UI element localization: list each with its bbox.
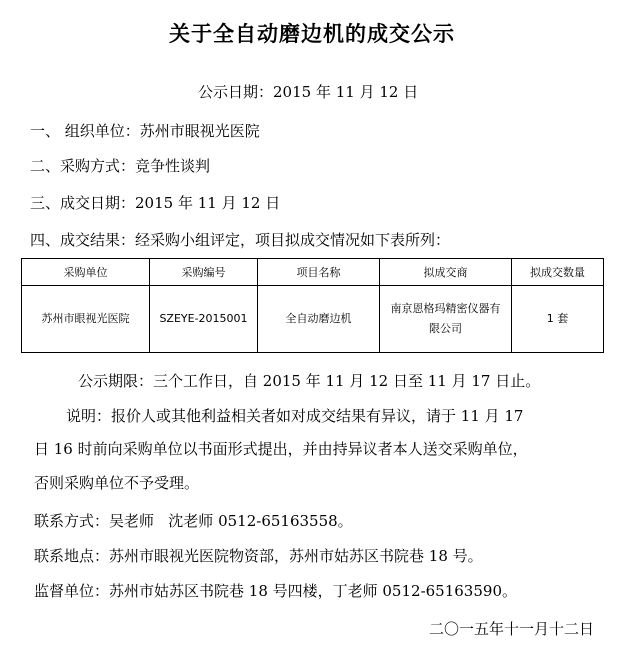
- section-org: 一、 组织单位：苏州市眼视光医院: [30, 122, 260, 140]
- announce-date: 公示日期：2015 年 11 月 12 日: [198, 83, 419, 101]
- note-line-1: 说明：报价人或其他利益相关者如对成交结果有异议，请于 11 月 17: [66, 407, 524, 425]
- section-result: 四、成交结果：经采购小组评定，项目拟成交情况如下表所列：: [30, 231, 451, 249]
- note-line-3: 否则采购单位不予受理。: [34, 474, 200, 492]
- table-header-cell: 拟成交商: [380, 259, 512, 286]
- table-cell-vendor: 南京恩格玛精密仪器有限公司: [380, 286, 512, 353]
- table-cell-project: 全自动磨边机: [258, 286, 380, 353]
- table-cell-unit: 苏州市眼视光医院: [22, 286, 150, 353]
- section-deal-date: 三、成交日期：2015 年 11 月 12 日: [30, 194, 281, 212]
- section-method: 二、采购方式：竞争性谈判: [30, 157, 211, 175]
- table-cell-quantity: 1 套: [512, 286, 604, 353]
- table-header-cell: 采购编号: [150, 259, 258, 286]
- table-row: [22, 286, 604, 353]
- table-header-cell: 项目名称: [258, 259, 380, 286]
- table-cell-code: SZEYE-2015001: [150, 286, 258, 353]
- note-line-2: 日 16 时前向采购单位以书面形式提出，并由持异议者本人送交采购单位，: [34, 440, 528, 458]
- signature-date: 二〇一五年十一月十二日: [428, 620, 594, 638]
- table-header-row: [22, 259, 604, 286]
- supervisor-info: 监督单位：苏州市姑苏区书院巷 18 号四楼，丁老师 0512-65163590。: [34, 582, 517, 600]
- announcement-period: 公示期限：三个工作日，自 2015 年 11 月 12 日至 11 月 17 日止。: [78, 372, 541, 390]
- contact-address: 联系地点：苏州市眼视光医院物资部，苏州市姑苏区书院巷 18 号。: [34, 547, 483, 565]
- table-header-cell: 采购单位: [22, 259, 150, 286]
- table-header-cell: 拟成交数量: [512, 259, 604, 286]
- result-table: [21, 258, 604, 353]
- document-title: 关于全自动磨边机的成交公示: [169, 22, 455, 46]
- contact-info: 联系方式：吴老师 沈老师 0512-65163558。: [34, 512, 353, 530]
